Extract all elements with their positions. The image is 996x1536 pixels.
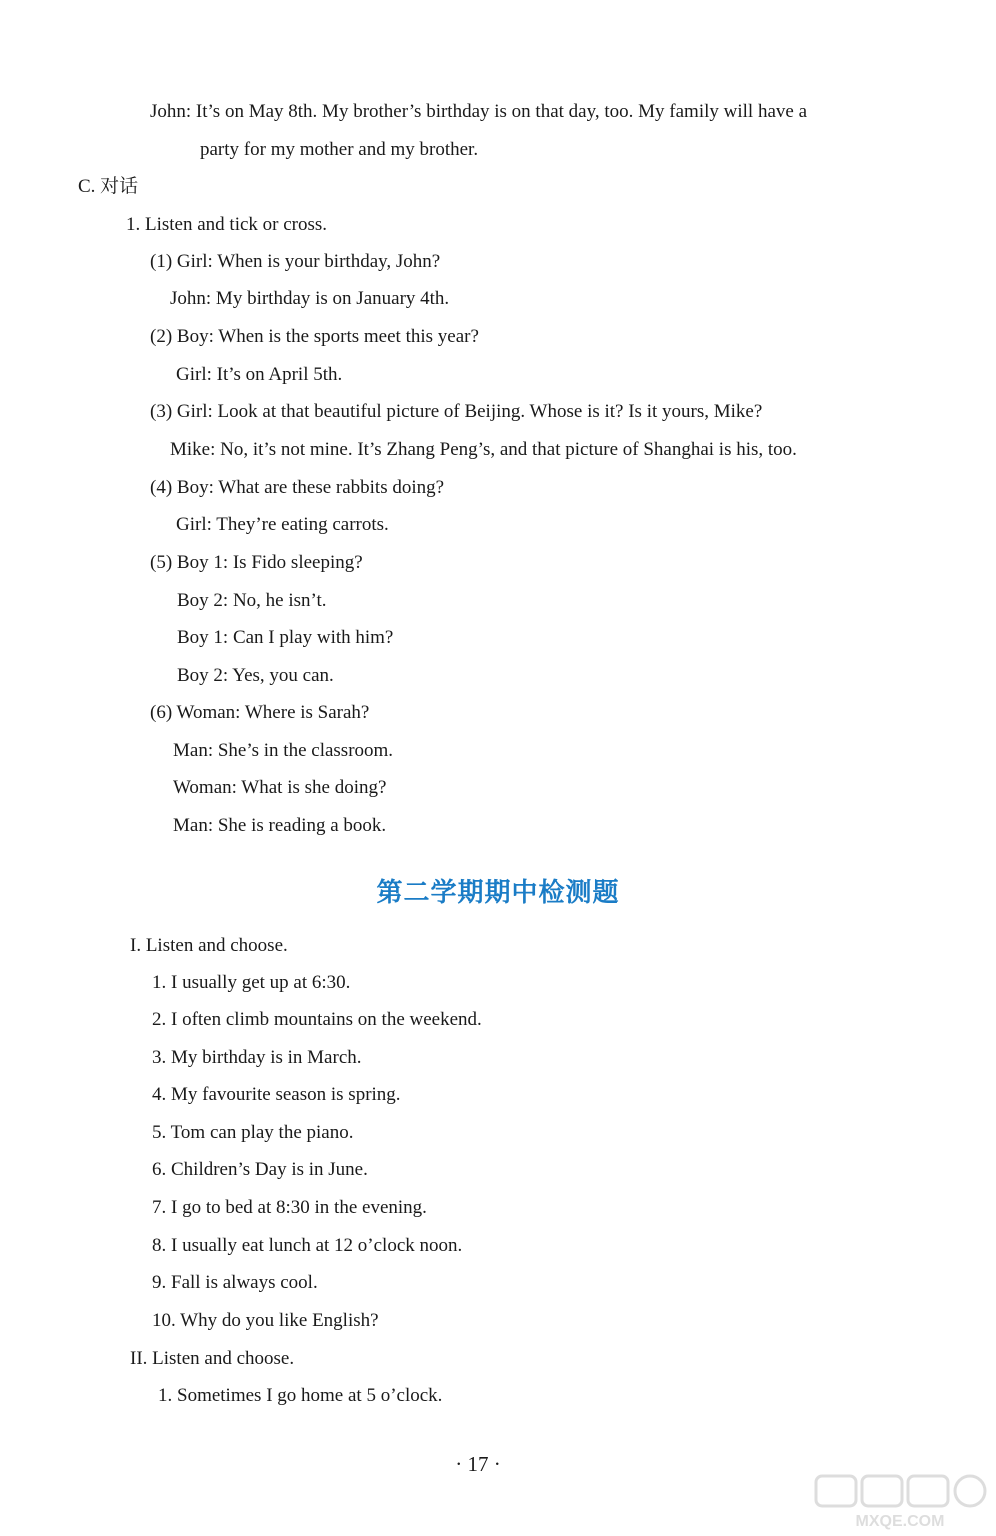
dialogue-line: Boy 2: No, he isn’t. <box>177 590 327 611</box>
question-item: 9. Fall is always cool. <box>152 1272 318 1293</box>
dialogue-line: (2) Boy: When is the sports meet this year? <box>150 326 479 347</box>
question-item: 3. My birthday is in March. <box>152 1047 362 1068</box>
part-heading: I. Listen and choose. <box>130 935 288 956</box>
dialogue-line: Man: She’s in the classroom. <box>173 740 394 761</box>
dialogue-line: (6) Woman: Where is Sarah? <box>150 702 370 723</box>
dialogue-line: Man: She is reading a book. <box>173 815 387 836</box>
page-number: · 17 · <box>455 1452 501 1476</box>
question-item: 1. I usually get up at 6:30. <box>152 972 351 993</box>
dialogue-line: John: It’s on May 8th. My brother’s birthday is on that day, too. My family will have a <box>150 101 808 122</box>
dialogue-line: John: My birthday is on January 4th. <box>170 288 450 309</box>
watermark-logo <box>810 1472 990 1530</box>
task-instruction: 1. Listen and tick or cross. <box>126 214 328 235</box>
section-heading: C. 对话 <box>78 176 139 197</box>
dialogue-line: Woman: What is she doing? <box>173 777 387 798</box>
dialogue-line: Girl: They’re eating carrots. <box>176 514 389 535</box>
question-item: 1. Sometimes I go home at 5 o’clock. <box>158 1385 443 1406</box>
question-item: 5. Tom can play the piano. <box>152 1122 354 1143</box>
dialogue-line: (1) Girl: When is your birthday, John? <box>150 251 441 272</box>
dialogue-line: (5) Boy 1: Is Fido sleeping? <box>150 552 363 573</box>
dialogue-line: Girl: It’s on April 5th. <box>176 364 343 385</box>
dialogue-line: Boy 2: Yes, you can. <box>177 665 334 686</box>
question-item: 2. I often climb mountains on the weekend. <box>152 1009 482 1030</box>
question-item: 10. Why do you like English? <box>152 1310 379 1331</box>
dialogue-line: party for my mother and my brother. <box>200 139 479 160</box>
dialogue-line: Boy 1: Can I play with him? <box>177 627 394 648</box>
exam-title: 第二学期期中检测题 <box>376 878 620 908</box>
question-item: 7. I go to bed at 8:30 in the evening. <box>152 1197 427 1218</box>
dialogue-line: (4) Boy: What are these rabbits doing? <box>150 477 445 498</box>
dialogue-line: (3) Girl: Look at that beautiful picture of Beijing. Whose is it? Is it yours, Mike? <box>150 401 763 422</box>
watermark-text: MXQE.COM <box>855 1513 945 1530</box>
question-item: 6. Children’s Day is in June. <box>152 1159 368 1180</box>
dialogue-line: Mike: No, it’s not mine. It’s Zhang Peng’s, and that picture of Shanghai is his, too. <box>170 439 797 460</box>
part-heading: II. Listen and choose. <box>130 1348 295 1369</box>
question-item: 8. I usually eat lunch at 12 o’clock noon. <box>152 1235 463 1256</box>
question-item: 4. My favourite season is spring. <box>152 1084 401 1105</box>
